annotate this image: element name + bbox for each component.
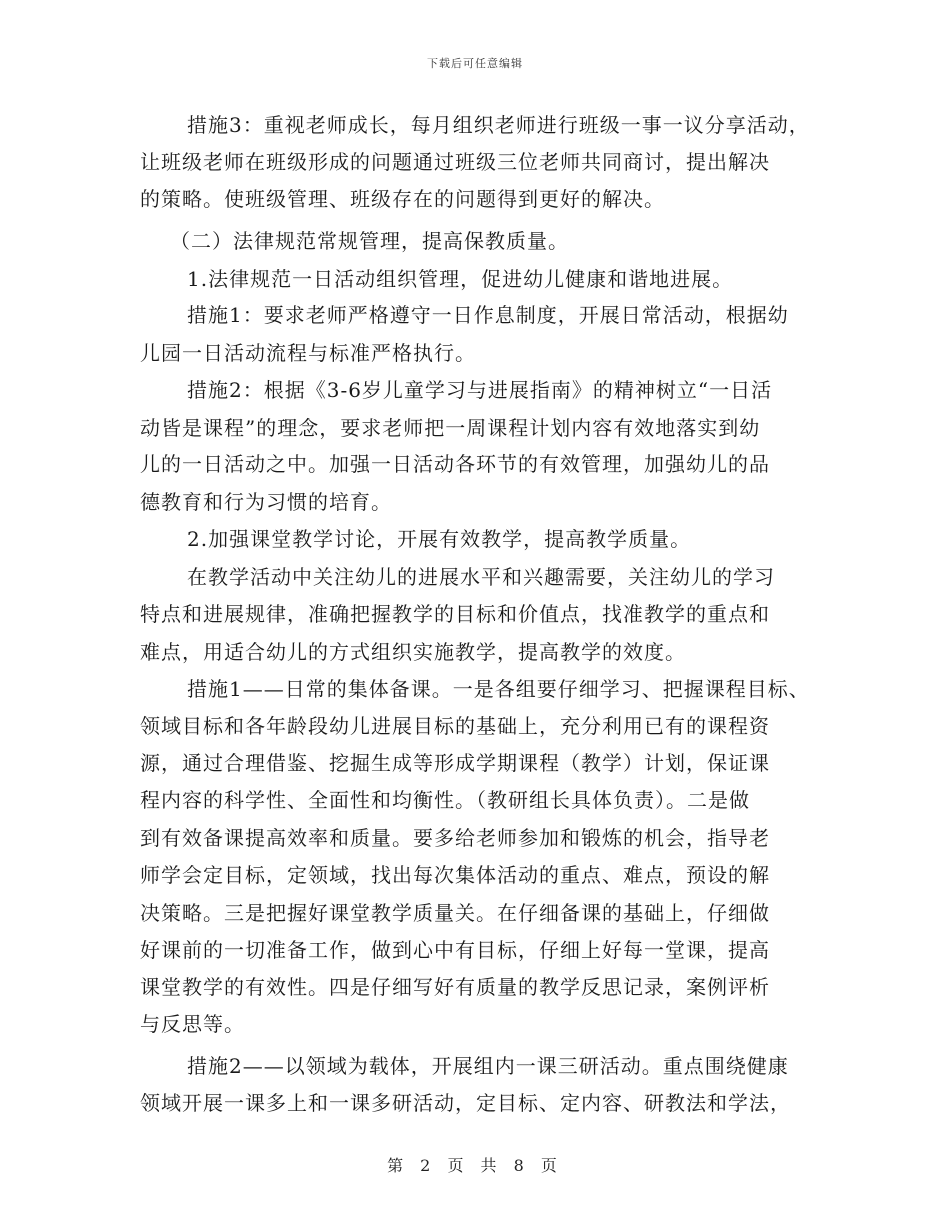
paragraph-line: 难点，用适合幼儿的方式组织实施教学，提高教学的效度。 <box>140 640 686 664</box>
paragraph-line: 动皆是课程”的理念，要求老师把一周课程计划内容有效地落实到幼 <box>140 416 761 440</box>
page-header: 下载后可任意编辑 <box>427 57 523 70</box>
paragraph-line: 措施2：根据《3-6岁儿童学习与进展指南》的精神树立“一日活 <box>187 378 773 402</box>
paragraph-line: 德教育和行为习惯的培育。 <box>140 490 392 514</box>
paragraph-line: 特点和进展规律，准确把握教学的目标和价值点，找准教学的重点和 <box>140 602 770 626</box>
subsection-heading: 2.加强课堂教学讨论，开展有效教学，提高教学质量。 <box>187 527 692 551</box>
paragraph-line: 儿的一日活动之中。加强一日活动各环节的有效管理，加强幼儿的品 <box>140 452 770 476</box>
paragraph-line: 领域目标和各年龄段幼儿进展目标的基础上，充分利用已有的课程资 <box>140 714 770 738</box>
paragraph-line: 程内容的科学性、全面性和均衡性。（教研组长具体负责）。二是做 <box>140 788 750 812</box>
paragraph-line: 儿园一日活动流程与标准严格执行。 <box>140 341 476 365</box>
paragraph-line: 到有效备课提高效率和质量。要多给老师参加和锻炼的机会，指导老 <box>140 826 770 850</box>
paragraph-line: 措施3：重视老师成长，每月组织老师进行班级一事一议分享活动， <box>187 113 810 137</box>
page-number: 第 2 页 共 8 页 <box>387 1156 563 1175</box>
paragraph-line: 与反思等。 <box>140 1012 245 1036</box>
paragraph-line: 好课前的一切准备工作，做到心中有目标，仔细上好每一堂课，提高 <box>140 938 770 962</box>
paragraph-line: 领域开展一课多上和一课多研活动，定目标、定内容、研教法和学法， <box>140 1091 791 1115</box>
paragraph-line: 课堂教学的有效性。四是仔细写好有质量的教学反思记录，案例评析 <box>140 975 770 999</box>
paragraph-line: 师学会定目标，定领域，找出每次集体活动的重点、难点，预设的解 <box>140 863 770 887</box>
subsection-heading: 1.法律规范一日活动组织管理，促进幼儿健康和谐地进展。 <box>187 267 734 291</box>
paragraph-line: 措施1——日常的集体备课。一是各组要仔细学习、把握课程目标、 <box>187 677 810 701</box>
paragraph-line: 源，通过合理借鉴、挖掘生成等形成学期课程（教学）计划，保证课 <box>140 751 770 775</box>
paragraph-line: 在教学活动中关注幼儿的进展水平和兴趣需要，关注幼儿的学习 <box>187 565 775 589</box>
paragraph-line: 让班级老师在班级形成的问题通过班级三位老师共同商讨，提出解决 <box>140 150 770 174</box>
section-heading: （二）法律规范常规管理，提高保教质量。 <box>170 229 569 253</box>
paragraph-line: 措施2——以领域为载体，开展组内一课三研活动。重点围绕健康 <box>187 1054 789 1078</box>
paragraph-line: 决策略。三是把握好课堂教学质量关。在仔细备课的基础上，仔细做 <box>140 901 770 925</box>
paragraph-line: 的策略。使班级管理、班级存在的问题得到更好的解决。 <box>140 187 665 211</box>
paragraph-line: 措施1：要求老师严格遵守一日作息制度，开展日常活动，根据幼 <box>187 303 789 327</box>
